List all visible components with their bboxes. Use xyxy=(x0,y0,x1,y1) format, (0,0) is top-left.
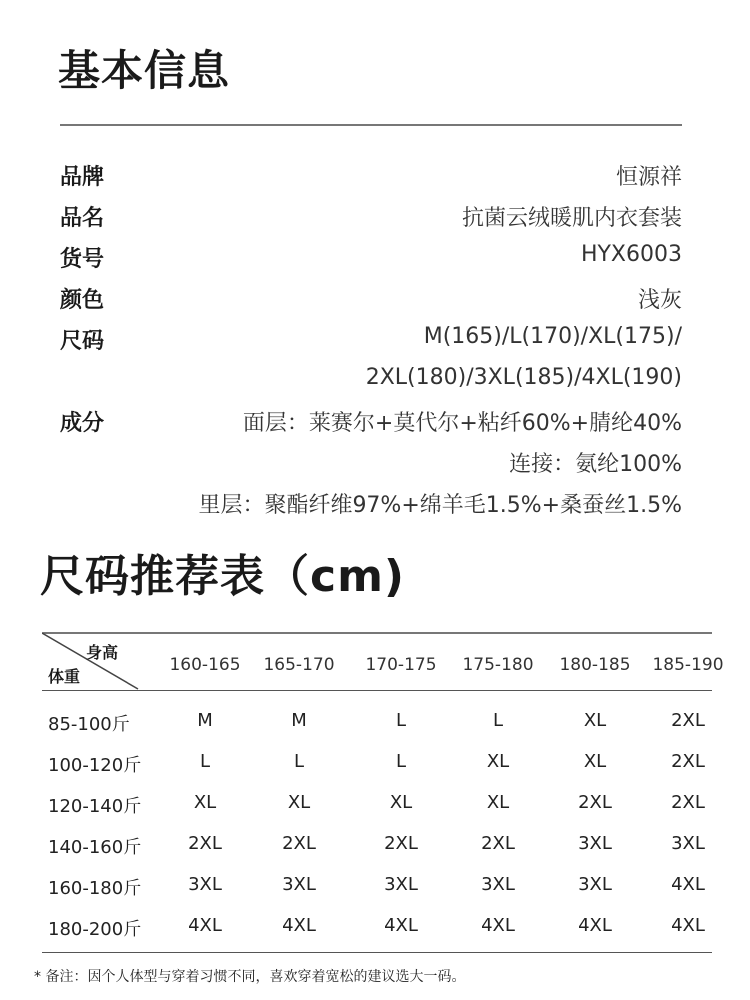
column-header: 180-185 xyxy=(559,655,631,675)
size-cell: 2XL xyxy=(671,751,705,772)
info-value: 里层：聚酯纤维97%+绵羊毛1.5%+桑蚕丝1.5% xyxy=(198,493,682,518)
info-label: 颜色 xyxy=(60,288,105,313)
size-cell: 3XL xyxy=(481,874,515,895)
size-cell: XL xyxy=(486,751,510,772)
basic-info-title: 基本信息 xyxy=(58,46,231,95)
size-cell: 4XL xyxy=(282,915,316,936)
size-chart-top-rule xyxy=(42,632,712,634)
weight-row-label: 120-140斤 xyxy=(48,796,142,817)
size-cell: XL xyxy=(287,792,311,813)
size-cell: 4XL xyxy=(384,915,418,936)
column-header: 160-165 xyxy=(169,655,241,675)
size-chart-header-rule xyxy=(42,690,712,691)
size-cell: XL xyxy=(486,792,510,813)
info-label: 成分 xyxy=(60,411,105,436)
size-cell: M xyxy=(291,710,307,731)
info-value: M(165)/L(170)/XL(175)/ xyxy=(423,324,682,349)
size-cell: 3XL xyxy=(384,874,418,895)
info-value: 浅灰 xyxy=(637,288,682,313)
size-cell: 4XL xyxy=(671,874,705,895)
size-cell: 2XL xyxy=(671,792,705,813)
size-chart-bottom-rule xyxy=(42,952,712,953)
size-cell: 4XL xyxy=(671,915,705,936)
size-cell: 2XL xyxy=(481,833,515,854)
info-value: 面层：莱赛尔+莫代尔+粘纤60%+腈纶40% xyxy=(242,411,682,436)
column-header: 170-175 xyxy=(365,655,437,675)
size-cell: M xyxy=(197,710,213,731)
size-chart-title: 尺码推荐表（cm) xyxy=(40,551,406,602)
weight-row-label: 180-200斤 xyxy=(48,919,142,940)
info-value: HYX6003 xyxy=(580,242,682,267)
info-label: 尺码 xyxy=(60,329,105,354)
weight-row-label: 85-100斤 xyxy=(48,714,130,735)
size-cell: 3XL xyxy=(671,833,705,854)
column-header: 175-180 xyxy=(462,655,534,675)
column-header: 185-190 xyxy=(652,655,724,675)
column-header: 165-170 xyxy=(263,655,335,675)
info-label: 品牌 xyxy=(60,165,105,190)
info-label: 品名 xyxy=(60,206,105,231)
info-value: 抗菌云绒暖肌内衣套装 xyxy=(461,206,682,231)
size-cell: 4XL xyxy=(188,915,222,936)
size-cell: 2XL xyxy=(671,710,705,731)
info-value: 恒源祥 xyxy=(615,165,682,190)
size-cell: XL xyxy=(583,751,607,772)
info-label: 货号 xyxy=(60,247,105,272)
size-cell: 2XL xyxy=(188,833,222,854)
corner-weight-label: 体重 xyxy=(48,667,81,686)
weight-row-label: 160-180斤 xyxy=(48,878,142,899)
size-cell: L xyxy=(395,710,407,731)
corner-height-label: 身高 xyxy=(86,643,119,662)
size-cell: 3XL xyxy=(188,874,222,895)
size-cell: 3XL xyxy=(578,833,612,854)
size-cell: L xyxy=(199,751,211,772)
size-cell: L xyxy=(395,751,407,772)
size-cell: L xyxy=(293,751,305,772)
size-cell: 3XL xyxy=(578,874,612,895)
size-chart-note: * 备注：因个人体型与穿着习惯不同，喜欢穿着宽松的建议选大一码。 xyxy=(34,969,466,985)
basic-info-divider xyxy=(60,124,682,126)
weight-row-label: 100-120斤 xyxy=(48,755,142,776)
size-cell: L xyxy=(492,710,504,731)
size-cell: 3XL xyxy=(282,874,316,895)
size-cell: XL xyxy=(193,792,217,813)
size-cell: XL xyxy=(389,792,413,813)
size-cell: 2XL xyxy=(384,833,418,854)
size-cell: 2XL xyxy=(282,833,316,854)
info-value: 2XL(180)/3XL(185)/4XL(190) xyxy=(365,365,682,390)
weight-row-label: 140-160斤 xyxy=(48,837,142,858)
info-value: 连接：氨纶100% xyxy=(509,452,682,477)
size-cell: 4XL xyxy=(481,915,515,936)
size-cell: 2XL xyxy=(578,792,612,813)
size-cell: 4XL xyxy=(578,915,612,936)
size-cell: XL xyxy=(583,710,607,731)
